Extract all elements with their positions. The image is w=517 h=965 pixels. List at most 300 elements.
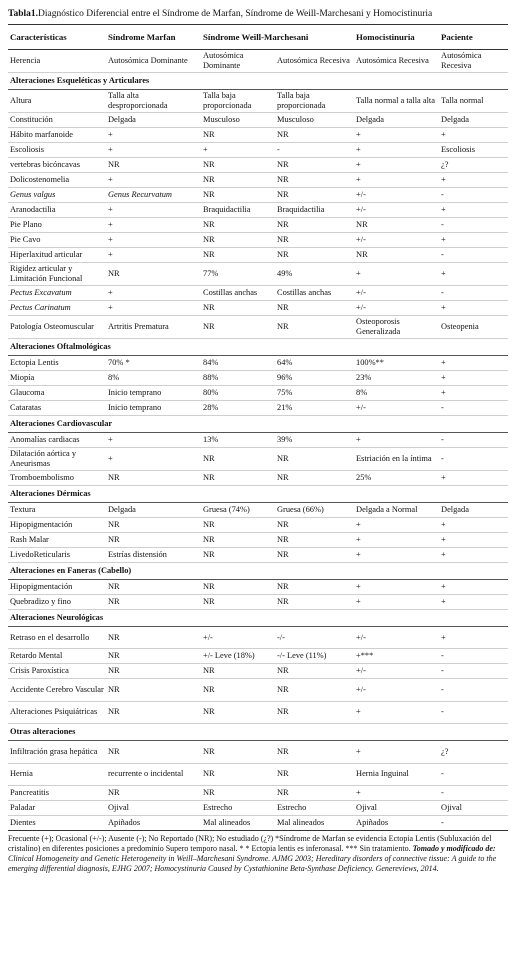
table-cell: NR — [201, 316, 275, 339]
table-cell: 70% * — [106, 356, 201, 371]
table-cell: NR — [275, 533, 354, 548]
table-cell: NR — [201, 701, 275, 723]
row-label: Textura — [8, 503, 106, 518]
table-cell: NR — [275, 248, 354, 263]
section-header — [8, 73, 508, 90]
table-cell: Ojival — [439, 800, 508, 815]
table-row — [8, 664, 508, 679]
table-cell: 100%** — [354, 356, 439, 371]
table-cell: + — [439, 548, 508, 563]
row-label: Altura — [8, 90, 106, 113]
table-cell: NR — [275, 664, 354, 679]
table-cell: NR — [275, 595, 354, 610]
table-cell: Apiñados — [354, 815, 439, 830]
row-label: Dilatación aórtica y Aneurismas — [8, 448, 106, 471]
table-cell: NR — [275, 741, 354, 763]
table-cell: 96% — [275, 371, 354, 386]
table-cell: NR — [275, 158, 354, 173]
table-cell: Talla normal — [439, 90, 508, 113]
table-cell: Autosómica Dominante — [106, 50, 201, 73]
table-row — [8, 701, 508, 723]
table-cell: NR — [106, 158, 201, 173]
table-cell: Estrías distensión — [106, 548, 201, 563]
table-cell: NR — [275, 785, 354, 800]
row-label: Dientes — [8, 815, 106, 830]
table-cell: + — [439, 471, 508, 486]
table-cell: NR — [275, 580, 354, 595]
table-row — [8, 113, 508, 128]
row-label: Pectus Carinatum — [8, 301, 106, 316]
section-title: Alteraciones en Faneras (Cabello) — [8, 563, 508, 580]
table-row — [8, 203, 508, 218]
table-cell: + — [354, 143, 439, 158]
table-cell: + — [106, 128, 201, 143]
table-row — [8, 173, 508, 188]
table-cell: + — [439, 173, 508, 188]
row-label: Retardo Mental — [8, 649, 106, 664]
table-cell: NR — [201, 188, 275, 203]
row-label: Rash Malar — [8, 533, 106, 548]
row-label: Hiperlaxitud articular — [8, 248, 106, 263]
row-label: Hernia — [8, 763, 106, 785]
table-cell: + — [354, 518, 439, 533]
table-cell: + — [439, 356, 508, 371]
table-cell: NR — [106, 701, 201, 723]
row-label: Alteraciones Psiquiátricas — [8, 701, 106, 723]
differential-diagnosis-table — [8, 24, 508, 831]
row-label: Ectopia Lentis — [8, 356, 106, 371]
table-cell: Ojival — [106, 800, 201, 815]
table-cell: + — [354, 173, 439, 188]
table-cell: + — [439, 580, 508, 595]
table-cell: Autosómica Recesiva — [439, 50, 508, 73]
table-cell: NR — [354, 218, 439, 233]
table-cell: + — [106, 301, 201, 316]
table-cell: Delgada — [439, 503, 508, 518]
table-cell: - — [439, 701, 508, 723]
section-title: Otras alteraciones — [8, 724, 508, 741]
table-cell: Costillas anchas — [275, 286, 354, 301]
footnote-legend: Frecuente (+); Ocasional (+/-); Ausente (-); No Reportado (NR); No estudiado (¿?) *Síndrome de Marfan se evidencia Ectopia Lentis (Subluxación del cristalino) en diferentes posiciones a predominio Supero temporo nasal. * * Ectopia lentis es inferonasal. *** Sin tratamiento. — [8, 833, 492, 853]
table-cell: + — [106, 286, 201, 301]
table-cell: + — [106, 448, 201, 471]
row-label: Accidente Cerebro Vascular — [8, 679, 106, 701]
table-cell: + — [354, 741, 439, 763]
table-cell: - — [439, 815, 508, 830]
row-label: Infiltración grasa hepática — [8, 741, 106, 763]
table-cell: 80% — [201, 386, 275, 401]
row-label: Rigidez articular y Limitación Funcional — [8, 263, 106, 286]
table-cell: Talla baja proporcionada — [275, 90, 354, 113]
table-cell: + — [354, 158, 439, 173]
row-label: Escoliosis — [8, 143, 106, 158]
row-label: Hipopigmentación — [8, 580, 106, 595]
table-cell: - — [439, 679, 508, 701]
footnote-source-label: Tomado y modificado de: — [412, 843, 496, 853]
table-cell: NR — [201, 218, 275, 233]
table-cell: Apiñados — [106, 815, 201, 830]
table-row — [8, 433, 508, 448]
table-cell: 49% — [275, 263, 354, 286]
row-label: Dolicostenomelia — [8, 173, 106, 188]
row-label: Pie Plano — [8, 218, 106, 233]
table-cell: + — [106, 203, 201, 218]
row-label: Constitución — [8, 113, 106, 128]
table-cell: NR — [201, 448, 275, 471]
table-cell: + — [439, 595, 508, 610]
table-cell: NR — [201, 595, 275, 610]
table-cell: Braquidactilia — [201, 203, 275, 218]
table-cell: ¿? — [439, 158, 508, 173]
table-row — [8, 301, 508, 316]
table-row — [8, 471, 508, 486]
section-header — [8, 339, 508, 356]
table-cell: + — [439, 518, 508, 533]
table-cell: + — [439, 371, 508, 386]
table-cell: NR — [275, 518, 354, 533]
section-title: Alteraciones Cardiovascular — [8, 416, 508, 433]
table-title-text: Diagnóstico Diferencial entre el Síndrome de Marfan, Síndrome de Weill-Marchesani y Homocistinuria — [38, 9, 433, 19]
table-cell: 25% — [354, 471, 439, 486]
table-cell: +/- — [354, 401, 439, 416]
section-header — [8, 610, 508, 627]
table-cell: 8% — [106, 371, 201, 386]
table-cell: Delgada — [106, 503, 201, 518]
table-cell: NR — [106, 785, 201, 800]
row-label: Glaucoma — [8, 386, 106, 401]
table-cell: NR — [275, 471, 354, 486]
table-cell: Ojival — [354, 800, 439, 815]
table-cell: Estrecho — [275, 800, 354, 815]
table-cell: Gruesa (66%) — [275, 503, 354, 518]
table-cell: - — [439, 785, 508, 800]
table-cell: - — [439, 188, 508, 203]
table-cell: - — [439, 218, 508, 233]
table-cell: NR — [275, 218, 354, 233]
table-cell: NR — [275, 548, 354, 563]
table-cell: NR — [106, 649, 201, 664]
row-label: Retraso en el desarrollo — [8, 627, 106, 649]
table-cell: NR — [106, 664, 201, 679]
table-cell: - — [439, 401, 508, 416]
table-cell: Costillas anchas — [201, 286, 275, 301]
table-cell: +/- Leve (18%) — [201, 649, 275, 664]
table-row — [8, 649, 508, 664]
row-label: Anomalías cardiacas — [8, 433, 106, 448]
table-row — [8, 316, 508, 339]
row-label: vertebras bicóncavas — [8, 158, 106, 173]
table-cell: Inicio temprano — [106, 386, 201, 401]
row-label: Pectus Excavatum — [8, 286, 106, 301]
table-cell: NR — [275, 448, 354, 471]
row-label: Paladar — [8, 800, 106, 815]
table-cell: 28% — [201, 401, 275, 416]
table-cell: Talla baja proporcionada — [201, 90, 275, 113]
table-row — [8, 580, 508, 595]
table-cell: Delgada a Normal — [354, 503, 439, 518]
table-row — [8, 503, 508, 518]
table-cell: - — [439, 664, 508, 679]
row-label: Genus valgus — [8, 188, 106, 203]
table-cell: NR — [275, 188, 354, 203]
table-cell: Talla normal a talla alta — [354, 90, 439, 113]
table-cell: Delgada — [354, 113, 439, 128]
table-footnote — [8, 834, 508, 874]
table-row — [8, 518, 508, 533]
table-cell: +/- — [354, 233, 439, 248]
table-cell: Autosómica Dominante — [201, 50, 275, 73]
table-cell: NR — [275, 763, 354, 785]
table-row — [8, 815, 508, 830]
table-cell: NR — [275, 701, 354, 723]
table-cell: NR — [201, 471, 275, 486]
table-cell: Artritis Prematura — [106, 316, 201, 339]
table-cell: +/- — [354, 664, 439, 679]
row-label: Hábito marfanoide — [8, 128, 106, 143]
section-title: Alteraciones Neurológicas — [8, 610, 508, 627]
row-label: LivedoReticularis — [8, 548, 106, 563]
table-cell: 21% — [275, 401, 354, 416]
table-cell: -/- — [275, 627, 354, 649]
row-label: Quebradizo y fino — [8, 595, 106, 610]
table-cell: 75% — [275, 386, 354, 401]
table-row — [8, 263, 508, 286]
table-cell: NR — [106, 263, 201, 286]
table-cell: +/- — [354, 203, 439, 218]
row-label: Hipopigmentación — [8, 518, 106, 533]
table-cell: Mal alineados — [275, 815, 354, 830]
table-cell: + — [354, 548, 439, 563]
table-cell: 84% — [201, 356, 275, 371]
row-label: Cataratas — [8, 401, 106, 416]
section-header — [8, 724, 508, 741]
table-cell: Autosómica Recesiva — [354, 50, 439, 73]
section-title: Alteraciones Esqueléticas y Articulares — [8, 73, 508, 90]
section-header — [8, 416, 508, 433]
table-cell: + — [106, 173, 201, 188]
table-cell: + — [354, 595, 439, 610]
table-cell: NR — [201, 301, 275, 316]
table-cell: 23% — [354, 371, 439, 386]
table-cell: +/- — [354, 301, 439, 316]
table-cell: NR — [201, 248, 275, 263]
table-row — [8, 548, 508, 563]
table-cell: - — [439, 763, 508, 785]
table-cell: recurrente o incidental — [106, 763, 201, 785]
row-label: Miopía — [8, 371, 106, 386]
table-cell: + — [201, 143, 275, 158]
table-row — [8, 188, 508, 203]
table-cell: Mal alineados — [201, 815, 275, 830]
table-row — [8, 401, 508, 416]
section-title: Alteraciones Dérmicas — [8, 486, 508, 503]
table-cell: + — [439, 301, 508, 316]
table-cell: + — [354, 533, 439, 548]
table-title-label: Tabla1. — [8, 9, 39, 19]
header-paciente: Paciente — [439, 25, 508, 50]
table-cell: +*** — [354, 649, 439, 664]
table-row — [8, 50, 508, 73]
table-cell: - — [439, 448, 508, 471]
table-cell: - — [439, 433, 508, 448]
table-row — [8, 741, 508, 763]
table-cell: NR — [201, 533, 275, 548]
table-cell: NR — [275, 128, 354, 143]
row-label: Tromboembolismo — [8, 471, 106, 486]
table-row — [8, 763, 508, 785]
header-homocistinuria: Homocistinuria — [354, 25, 439, 50]
table-cell: + — [106, 233, 201, 248]
table-row — [8, 233, 508, 248]
table-cell: ¿? — [439, 741, 508, 763]
table-cell: + — [439, 533, 508, 548]
table-cell: - — [439, 649, 508, 664]
table-cell: Talla alta desproporcionada — [106, 90, 201, 113]
table-cell: Delgada — [106, 113, 201, 128]
table-row — [8, 533, 508, 548]
table-cell: NR — [201, 173, 275, 188]
table-cell: NR — [201, 679, 275, 701]
table-row — [8, 785, 508, 800]
table-cell: - — [439, 248, 508, 263]
table-row — [8, 90, 508, 113]
table-cell: NR — [275, 233, 354, 248]
table-cell: NR — [106, 580, 201, 595]
row-label: Patología Osteomuscular — [8, 316, 106, 339]
table-cell: + — [439, 386, 508, 401]
row-label: Crisis Paroxística — [8, 664, 106, 679]
table-cell: + — [439, 233, 508, 248]
table-cell: Delgada — [439, 113, 508, 128]
table-row — [8, 448, 508, 471]
document-page — [8, 8, 508, 874]
table-cell: NR — [275, 173, 354, 188]
table-cell: NR — [354, 248, 439, 263]
table-cell: Escoliosis — [439, 143, 508, 158]
table-cell: NR — [106, 471, 201, 486]
table-cell: +/- — [354, 286, 439, 301]
section-header — [8, 563, 508, 580]
table-cell: + — [354, 785, 439, 800]
table-row — [8, 627, 508, 649]
row-label: Pie Cavo — [8, 233, 106, 248]
table-row — [8, 371, 508, 386]
table-row — [8, 800, 508, 815]
table-row — [8, 386, 508, 401]
table-cell: + — [354, 128, 439, 143]
table-cell: NR — [201, 518, 275, 533]
table-cell: NR — [275, 301, 354, 316]
section-title: Alteraciones Oftalmológicas — [8, 339, 508, 356]
table-cell: + — [106, 433, 201, 448]
header-marfan: Síndrome Marfan — [106, 25, 201, 50]
row-label: Pancreatitis — [8, 785, 106, 800]
table-cell: + — [439, 128, 508, 143]
table-cell: NR — [201, 741, 275, 763]
table-row — [8, 356, 508, 371]
footnote-sources: Clinical Homogeneity and Genetic Heterogeneity in Weill–Marchesani Syndrome. AJMG 2003; Hereditary disorders of connective tissue: A guide to the emerging differential diagnosis, EJHG 2007; Homocystinuria Caused by Cystathionine Beta-Synthase Deficiency. Genereviews, 2014. — [8, 853, 497, 873]
table-cell: + — [106, 143, 201, 158]
table-cell: NR — [201, 128, 275, 143]
table-cell: NR — [106, 595, 201, 610]
table-row — [8, 595, 508, 610]
table-cell: + — [439, 627, 508, 649]
table-cell: NR — [275, 316, 354, 339]
table-cell: + — [106, 218, 201, 233]
table-cell: 39% — [275, 433, 354, 448]
table-cell: NR — [201, 763, 275, 785]
table-cell: NR — [201, 548, 275, 563]
table-cell: NR — [201, 785, 275, 800]
table-cell: Braquidactilia — [275, 203, 354, 218]
table-cell: Osteopenia — [439, 316, 508, 339]
header-weill-marchesani: Síndrome Weill-Marchesani — [201, 25, 354, 50]
table-body — [8, 50, 508, 831]
table-cell: + — [106, 248, 201, 263]
table-cell: - — [275, 143, 354, 158]
table-row — [8, 158, 508, 173]
table-cell: 64% — [275, 356, 354, 371]
table-cell: Gruesa (74%) — [201, 503, 275, 518]
table-cell: + — [354, 433, 439, 448]
row-label: Herencia — [8, 50, 106, 73]
table-cell: +/- — [354, 679, 439, 701]
table-cell: -/- Leve (11%) — [275, 649, 354, 664]
table-cell: NR — [106, 533, 201, 548]
table-cell: + — [354, 701, 439, 723]
table-row — [8, 128, 508, 143]
row-label: Aranodactilia — [8, 203, 106, 218]
table-cell: NR — [201, 664, 275, 679]
table-cell: + — [439, 203, 508, 218]
table-cell: Hernia Inguinal — [354, 763, 439, 785]
table-cell: 88% — [201, 371, 275, 386]
table-cell: Musculoso — [275, 113, 354, 128]
table-row — [8, 286, 508, 301]
table-cell: NR — [201, 233, 275, 248]
table-cell: NR — [106, 518, 201, 533]
table-cell: NR — [106, 679, 201, 701]
table-title — [8, 8, 508, 20]
table-row — [8, 679, 508, 701]
table-cell: NR — [201, 580, 275, 595]
table-cell: Genus Recurvatum — [106, 188, 201, 203]
section-header — [8, 486, 508, 503]
table-cell: 77% — [201, 263, 275, 286]
table-cell: +/- — [201, 627, 275, 649]
table-row — [8, 218, 508, 233]
table-cell: 13% — [201, 433, 275, 448]
table-cell: +/- — [354, 627, 439, 649]
table-cell: Musculoso — [201, 113, 275, 128]
table-cell: NR — [201, 158, 275, 173]
table-cell: Autosómica Recesiva — [275, 50, 354, 73]
table-header-row — [8, 25, 508, 50]
table-cell: NR — [275, 679, 354, 701]
table-row — [8, 143, 508, 158]
table-cell: Inicio temprano — [106, 401, 201, 416]
table-cell: NR — [106, 741, 201, 763]
table-cell: Estrecho — [201, 800, 275, 815]
table-cell: + — [439, 263, 508, 286]
table-row — [8, 248, 508, 263]
header-caracteristicas: Características — [8, 25, 106, 50]
table-cell: + — [354, 263, 439, 286]
table-cell: NR — [106, 627, 201, 649]
table-cell: + — [354, 580, 439, 595]
table-cell: 8% — [354, 386, 439, 401]
table-cell: +/- — [354, 188, 439, 203]
